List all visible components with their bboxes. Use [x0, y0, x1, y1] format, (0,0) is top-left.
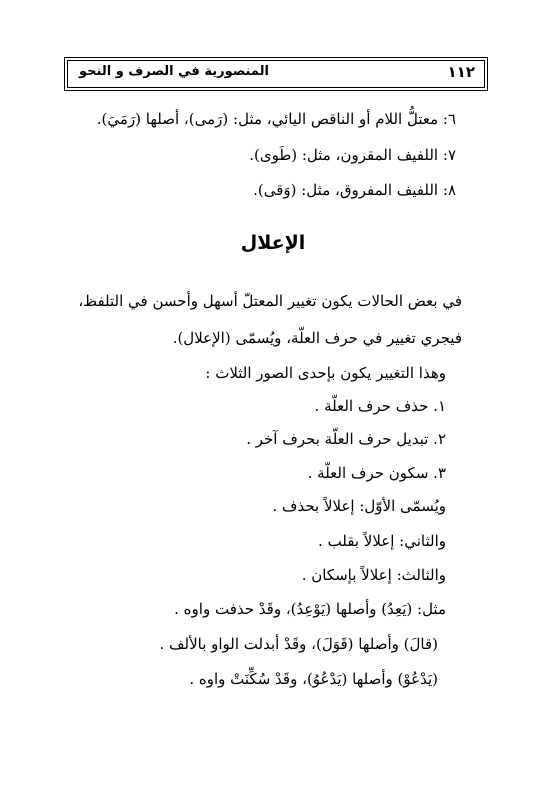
form-item-2: ٢. تبديل حرف العلّة بحرف آخر . [246, 430, 446, 448]
name-item-1: ويُسمّى الأوّل: إعلالاً بحذف . [272, 497, 446, 515]
name-item-3: والثالث: إعلالاً بإسكان . [301, 566, 446, 584]
paragraph-line-2: فيجري تغيير في حرف العلّة، ويُسمّى (الإعلال). [172, 329, 462, 347]
list-item-7: ٧: اللفيف المقرون، مثل: (طَوى). [249, 146, 456, 164]
example-item-2: (قالَ) وأصلها (قَوَلَ)، وقَدْ أبدلت الواو بالألف . [159, 635, 438, 653]
section-title: الإعلال [240, 232, 306, 254]
example-item-1: مثل: (يَعِدُ) وأصلها (يَوْعِدُ)، وقَدْ حذفت واوه . [174, 600, 446, 618]
paragraph-line-3: وهذا التغيير يكون بإحدى الصور الثلاث : [205, 364, 446, 382]
page-number: ١١٢ [447, 63, 475, 81]
list-item-8: ٨: اللفيف المفروق، مثل: (وَقى). [253, 181, 456, 199]
page-header [64, 57, 488, 91]
form-item-3: ٣. سكون حرف العلّة . [307, 464, 446, 482]
name-item-2: والثاني: إعلالاً بقلب . [318, 532, 446, 550]
example-item-3: (يَدْعُوْ) وأصلها (يَدْعُوُ)، وقَدْ سُكِّنَتْ واوه . [189, 670, 438, 688]
book-title: المنصورية في الصرف و النحو [79, 64, 269, 79]
list-item-6: ٦: معتلُّ اللام أو الناقص اليائي، مثل: (رَمى)، أصلها (رَمَيَ). [96, 110, 456, 128]
form-item-1: ١. حذف حرف العلّة . [314, 397, 446, 415]
paragraph-line-1: في بعض الحالات يكون تغيير المعتلّ أسهل وأحسن في التلفظ، [78, 292, 462, 310]
